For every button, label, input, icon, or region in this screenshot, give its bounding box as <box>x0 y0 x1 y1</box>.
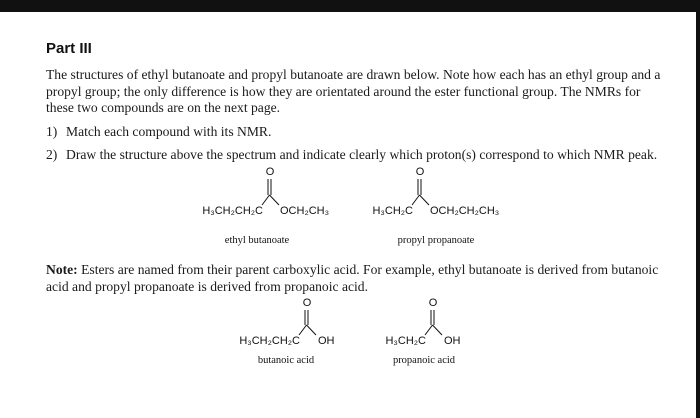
task-number: 1) <box>46 123 58 139</box>
hydroxyl-group: OH <box>444 335 461 347</box>
note-text: Esters are named from their parent carboxylic acid. For example, ethyl butanoate is derived from butanoic acid and propyl propanoate is derived from propanoic acid. <box>46 262 659 294</box>
part-title: Part III <box>46 40 92 57</box>
carbonyl-oxygen: O <box>415 166 425 178</box>
acyl-group: H₃CH₂CH₂C <box>202 205 263 217</box>
ethyl-butanoate-structure <box>202 166 329 246</box>
acyl-group: H₃CH₂C <box>385 335 426 347</box>
compound-name: propanoic acid <box>392 355 456 366</box>
alkoxy-group: OCH₂CH₂CH₃ <box>430 205 500 217</box>
compound-name: ethyl butanoate <box>224 235 290 246</box>
acyl-group: H₃CH₂CH₂C <box>239 335 300 347</box>
carbonyl-oxygen: O <box>428 297 438 309</box>
task-text: Match each compound with its NMR. <box>66 123 272 139</box>
task-number: 2) <box>46 147 58 162</box>
hydroxyl-bond <box>307 325 317 335</box>
acyl-bond <box>425 325 433 335</box>
carbonyl-oxygen: O <box>302 297 312 309</box>
acid-structures <box>0 295 700 375</box>
hydroxyl-group: OH <box>318 335 335 347</box>
propyl-propanoate-structure <box>372 166 499 246</box>
acyl-bond <box>262 195 270 205</box>
carbonyl-oxygen: O <box>265 166 275 178</box>
acyl-bond <box>412 195 420 205</box>
alkoxy-group: OCH₂CH₃ <box>280 205 330 217</box>
intro-paragraph: The structures of ethyl butanoate and propyl butanoate are drawn below. Note how each has an ethyl group and a propyl group; the only difference is how they are orientated around the ester functional group. The NMRs for these two compounds are on the next page. <box>46 67 661 115</box>
ester-bond <box>420 195 430 205</box>
ester-bond <box>270 195 280 205</box>
acyl-bond <box>299 325 307 335</box>
task-text: Draw the structure above the spectrum and indicate clearly which proton(s) correspond to which NMR peak. <box>66 147 658 162</box>
hydroxyl-bond <box>433 325 443 335</box>
note-paragraph <box>46 262 666 295</box>
butanoic-acid-structure <box>239 297 334 366</box>
note-label: Note: <box>46 262 78 277</box>
propanoic-acid-structure <box>385 297 460 366</box>
top-border <box>0 0 700 12</box>
compound-name: butanoic acid <box>257 355 315 366</box>
acyl-group: H₃CH₂C <box>372 205 413 217</box>
ester-structures <box>0 133 700 253</box>
compound-name: propyl propanoate <box>397 235 475 246</box>
